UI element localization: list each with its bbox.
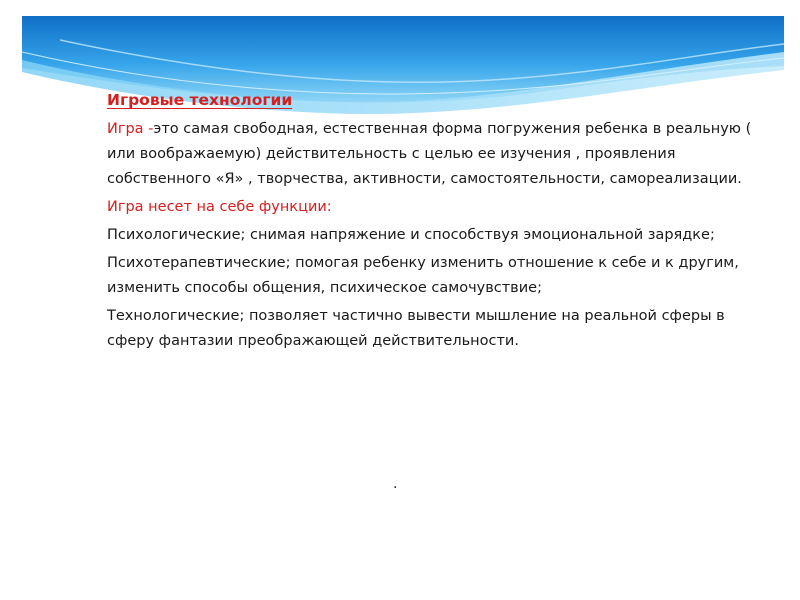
definition-text: это самая свободная, естественная форма погружения ребенка в реальную ( или воображаемую) действительность с целью ее изучения , проявления собственного «Я» , творчества, активности, самостоятельности, самореализации. bbox=[107, 121, 752, 187]
slide-content bbox=[107, 88, 767, 357]
function-item-psychotherapeutic: Психотерапевтические; помогая ребенку изменить отношение к себе и к другим, изменить способы общения, психическое самочувствие; bbox=[107, 255, 739, 296]
slide-heading: Игровые технологии bbox=[107, 91, 293, 109]
functions-heading: Игра несет на себе функции: bbox=[107, 199, 332, 215]
function-item-technological: Технологические; позволяет частично вывести мышление на реальной сферы в сферу фантазии преображающей действительности. bbox=[107, 308, 725, 349]
footer-mark: . bbox=[393, 476, 398, 492]
function-item-psychological: Психологические; снимая напряжение и способствуя эмоциональной зарядке; bbox=[107, 227, 715, 243]
definition-paragraph bbox=[107, 117, 767, 192]
definition-term: Игра - bbox=[107, 121, 154, 137]
